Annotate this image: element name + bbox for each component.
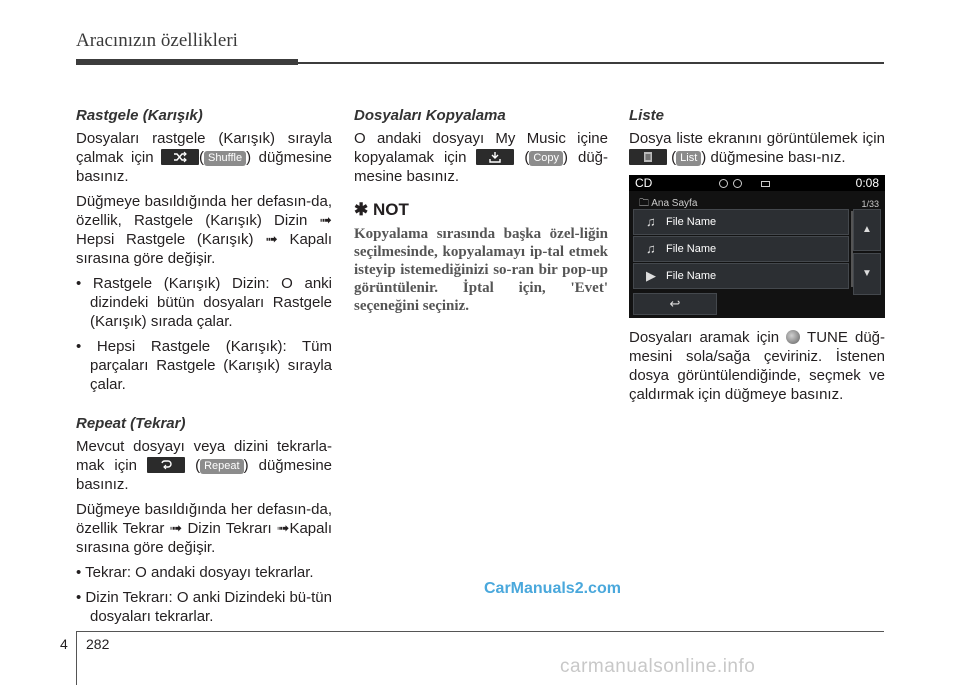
screen-list-item-label: File Name xyxy=(666,216,717,228)
copy-text-after: ) düğ-mesine basınız. xyxy=(354,149,608,185)
list-text-after: ) düğmesine bası-nız. xyxy=(701,149,846,166)
list-text-2-after: TUNE düğ-mesini sola/sağa çeviriniz. İstenen dosya görüntülendiğinde, seçmek ve çaldırmak için düğmeye basınız. xyxy=(629,329,886,403)
screen-status-bar xyxy=(629,175,885,191)
repeat-button-icon xyxy=(147,457,185,473)
screen-time: 0:08 xyxy=(855,176,879,190)
footer-page-number: 282 xyxy=(86,636,110,652)
note-body: Kopyalama sırasında başka özel-liğin seçilmesinde, kopyalamayı ip-tal etmek isteyip istemediğinizi so-ran bir pop-up görüntülenir. İptal için, 'Evet' seçeneğini seçiniz. xyxy=(354,226,608,314)
copy-button-icon xyxy=(476,149,514,165)
screen-folder-name: Ana Sayfa xyxy=(651,198,698,209)
column-middle xyxy=(354,106,608,315)
header-rule-thin xyxy=(298,62,884,64)
screen-scroll-down-button[interactable]: ▼ xyxy=(853,253,881,295)
screen-list-item[interactable] xyxy=(633,236,849,262)
repeat-heading: Repeat (Tekrar) xyxy=(76,415,186,432)
list-heading: Liste xyxy=(629,107,665,124)
screen-list-item-label: File Name xyxy=(666,270,717,282)
tune-knob-icon xyxy=(786,330,800,344)
repeat-text-after: ) düğmesine basınız. xyxy=(76,457,333,493)
screen-folder: 🗀 Ana Sayfa xyxy=(639,198,698,209)
repeat-bullet-2: • Dizin Tekrarı: O anki Dizindeki bü-tün dosyaları tekrarlar. xyxy=(76,589,332,625)
shuffle-text-after: ) düğmesine basınız. xyxy=(76,149,332,185)
usb-icon xyxy=(761,181,770,187)
repeat-text-before: Mevcut dosyayı veya dizini tekrarla-mak için xyxy=(76,438,332,474)
watermark-bottom: carmanualsonline.info xyxy=(560,656,756,677)
bluetooth-icon xyxy=(719,179,728,188)
shuffle-button-icon xyxy=(161,149,199,165)
screen-list-item[interactable] xyxy=(633,263,849,289)
settings-icon xyxy=(733,179,742,188)
head-unit-screen xyxy=(629,175,885,318)
play-circle-icon: ▶ xyxy=(646,268,656,283)
screen-scroll-up-button[interactable]: ▲ xyxy=(853,209,881,251)
music-note-icon: ♫ xyxy=(646,241,656,256)
footer-divider xyxy=(76,631,77,685)
screen-mode: CD xyxy=(635,176,653,190)
column-right xyxy=(629,106,885,410)
watermark-top: CarManuals2.com xyxy=(484,580,621,597)
shuffle-paragraph-2: Düğmeye basıldığında her defasın-da, özellik, Rastgele (Karışık) Dizin ➟ Hepsi Rastgele (Karışık) ➟ Kapalı sırasına göre değişir. xyxy=(76,193,332,267)
repeat-bullet-1: • Tekrar: O andaki dosyayı tekrarlar. xyxy=(76,564,314,581)
screen-list-item-label: File Name xyxy=(666,243,717,255)
screen-track-count: 1/33 xyxy=(861,199,879,209)
copy-heading: Dosyaları Kopyalama xyxy=(354,107,506,124)
list-text-2-before: Dosyaları aramak için xyxy=(629,329,780,346)
list-button-label: List xyxy=(676,151,701,166)
screen-back-button[interactable]: ↩ xyxy=(633,293,717,315)
column-left xyxy=(76,106,332,632)
shuffle-bullet-2: • Hepsi Rastgele (Karışık): Tüm parçaları Rastgele (Karışık) sırayla çalar. xyxy=(76,338,332,393)
copy-button-label: Copy xyxy=(529,151,563,166)
copy-text-before: O andaki dosyayı My Music içine kopyalamak için xyxy=(354,130,608,166)
footer-rule xyxy=(76,631,884,632)
shuffle-button-label: Shuffle xyxy=(204,151,246,166)
header-rule-thick xyxy=(76,59,298,65)
shuffle-text-before: Dosyaları rastgele (Karışık) sırayla çalmak için xyxy=(76,130,332,166)
copy-paragraph-1: O andaki dosyayı My Music içine kopyalamak için ( Copy ) düğ-mesine basınız. xyxy=(354,130,608,185)
screen-list-item[interactable] xyxy=(633,209,849,235)
list-button-icon xyxy=(629,149,667,165)
repeat-button-label: Repeat xyxy=(200,459,243,474)
repeat-paragraph-2: Düğmeye basıldığında her defasın-da, özellik Tekrar ➟ Dizin Tekrarı ➟Kapalı sırasına göre değişir. xyxy=(76,501,332,556)
footer-chapter-number: 4 xyxy=(60,636,68,652)
shuffle-heading: Rastgele (Karışık) xyxy=(76,107,203,124)
shuffle-paragraph-1: Dosyaları rastgele (Karışık) sırayla çalmak için ( Shuffle ) düğmesine basınız. xyxy=(76,130,332,185)
list-paragraph-1: Dosya liste ekranını görüntülemek için ( List ) düğmesine bası-nız. xyxy=(629,130,885,166)
list-text-before: Dosya liste ekranını görüntülemek için xyxy=(629,130,885,147)
shuffle-bullet-1: • Rastgele (Karışık) Dizin: O anki dizindeki bütün dosyaları Rastgele (Karışık) sırada çalar. xyxy=(76,275,332,330)
note-title: ✱ NOT xyxy=(354,200,409,219)
repeat-paragraph-1: Mevcut dosyayı veya dizini tekrarla-mak için ( Repeat ) düğmesine basınız. xyxy=(76,438,333,493)
page-header-title: Aracınızın özellikleri xyxy=(76,30,238,51)
music-note-icon: ♫ xyxy=(646,214,656,229)
list-paragraph-2 xyxy=(629,328,885,404)
